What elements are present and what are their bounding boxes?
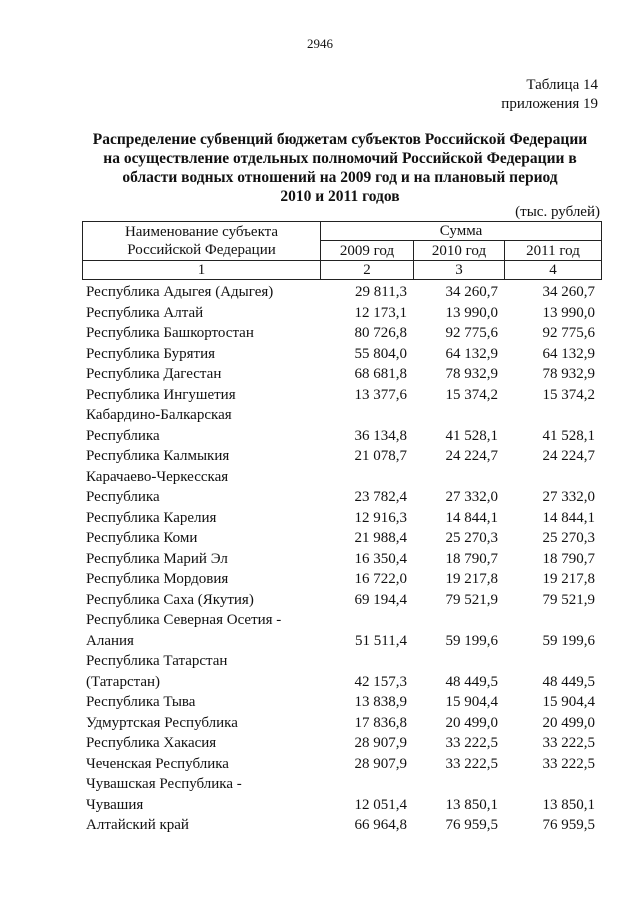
region-name-cell — [82, 651, 320, 692]
region-name: Карачаево-Черкесская — [86, 468, 229, 485]
region-name-cell — [82, 733, 320, 754]
region-name-continued: Республика — [86, 427, 160, 444]
table-row — [82, 528, 601, 549]
amount-2011: 14 844,1 — [542, 509, 595, 526]
table-row — [82, 692, 601, 713]
region-name: Республика Бурятия — [86, 345, 216, 362]
amount-2010: 59 199,6 — [445, 632, 498, 649]
amount-2010: 27 332,0 — [445, 489, 498, 505]
header-2010: 2010 год — [414, 241, 505, 261]
table-row — [82, 774, 601, 815]
region-name-continued: Алания — [86, 632, 134, 649]
amount-2009: 29 811,3 — [355, 284, 407, 300]
title-line: на осуществление отдельных полномочий Российской Федерации в — [103, 150, 577, 167]
amount-2010: 13 990,0 — [445, 304, 498, 321]
region-name-cell — [82, 385, 320, 406]
amount-2009: 51 511,4 — [355, 632, 407, 649]
region-name-cell — [82, 569, 320, 590]
amount-2010: 14 844,1 — [445, 509, 498, 526]
page-number: 2946 — [307, 36, 333, 51]
region-name: Республика Башкортостан — [86, 325, 254, 341]
region-name: Республика Северная Осетия - — [86, 612, 282, 628]
amount-2010: 33 222,5 — [445, 735, 498, 751]
amount-2009: 16 722,0 — [354, 571, 407, 587]
header-name-line: Российской Федерации — [127, 242, 276, 258]
amount-2010: 13 850,1 — [445, 796, 498, 813]
caption-appendix: приложения 19 — [501, 96, 598, 112]
amount-2011: 92 775,6 — [542, 325, 595, 341]
amount-2009: 55 804,0 — [354, 345, 407, 362]
region-name: Республика Хакасия — [86, 735, 217, 751]
amount-2011: 64 132,9 — [542, 345, 595, 362]
amount-2011: 13 990,0 — [542, 304, 595, 321]
table-row — [82, 610, 601, 651]
region-name-cell — [82, 528, 320, 549]
document-title — [60, 130, 620, 206]
region-name-cell — [82, 815, 320, 836]
amount-2010: 64 132,9 — [445, 345, 498, 362]
amount-2011: 41 528,1 — [542, 427, 595, 444]
region-name-cell — [82, 344, 320, 365]
caption-table-number: Таблица 14 — [526, 77, 598, 93]
table-caption — [501, 76, 598, 114]
region-name-cell — [82, 405, 320, 446]
amount-2009: 66 964,8 — [354, 817, 407, 833]
amount-2010: 19 217,8 — [445, 571, 498, 587]
amount-2009: 21 078,7 — [354, 448, 407, 464]
table-row — [82, 364, 601, 385]
amount-2009: 12 916,3 — [354, 509, 407, 526]
table-row — [82, 651, 601, 692]
amount-2009: 12 173,1 — [354, 304, 407, 321]
amount-2010: 76 959,5 — [445, 817, 498, 833]
amount-2010: 20 499,0 — [445, 714, 498, 731]
amount-2011: 18 790,7 — [542, 550, 595, 567]
units-note: (тыс. рублей) — [515, 204, 600, 220]
table-row — [82, 303, 601, 324]
amount-2010: 41 528,1 — [445, 427, 498, 444]
amount-2010: 24 224,7 — [445, 448, 498, 464]
region-name-cell — [82, 282, 320, 303]
region-name: Республика Алтай — [86, 304, 204, 321]
region-name-cell — [82, 590, 320, 611]
header-col-number: 1 — [83, 261, 321, 280]
header-sum: Сумма — [321, 222, 602, 241]
region-name-cell — [82, 446, 320, 467]
table-row — [82, 405, 601, 446]
amount-2011: 33 222,5 — [542, 735, 595, 751]
table-row — [82, 385, 601, 406]
amount-2010: 15 904,4 — [445, 694, 498, 710]
region-name-cell — [82, 774, 320, 815]
region-name-cell — [82, 549, 320, 570]
region-name: Республика Тыва — [86, 694, 196, 710]
header-col-number: 3 — [414, 261, 505, 280]
amount-2011: 79 521,9 — [542, 591, 595, 608]
region-name: Чеченская Республика — [86, 755, 229, 772]
region-name: Республика Коми — [86, 530, 198, 546]
table-row — [82, 569, 601, 590]
amount-2010: 25 270,3 — [445, 530, 498, 546]
table-row — [82, 446, 601, 467]
amount-2009: 28 907,9 — [354, 755, 407, 772]
amount-2011: 24 224,7 — [542, 448, 595, 464]
amount-2011: 78 932,9 — [542, 366, 595, 382]
region-name: Кабардино-Балкарская — [86, 407, 232, 423]
table-header — [82, 221, 602, 280]
amount-2011: 20 499,0 — [542, 714, 595, 731]
amount-2009: 36 134,8 — [354, 427, 407, 444]
amount-2009: 68 681,8 — [354, 366, 407, 382]
amount-2010: 33 222,5 — [445, 755, 498, 772]
region-name: Республика Дагестан — [86, 366, 222, 382]
amount-2009: 17 836,8 — [354, 714, 407, 731]
amount-2011: 27 332,0 — [542, 489, 595, 505]
amount-2011: 25 270,3 — [542, 530, 595, 546]
amount-2011: 19 217,8 — [542, 571, 595, 587]
amount-2009: 42 157,3 — [354, 673, 407, 690]
amount-2010: 48 449,5 — [445, 673, 498, 690]
region-name-cell — [82, 754, 320, 775]
region-name: Республика Калмыкия — [86, 448, 230, 464]
region-name-cell — [82, 467, 320, 508]
region-name: Республика Адыгея (Адыгея) — [86, 284, 274, 300]
amount-2010: 79 521,9 — [445, 591, 498, 608]
amount-2011: 34 260,7 — [542, 284, 595, 300]
header-2011: 2011 год — [505, 241, 602, 261]
amount-2009: 80 726,8 — [354, 325, 407, 341]
amount-2009: 16 350,4 — [354, 550, 407, 567]
amount-2010: 78 932,9 — [445, 366, 498, 382]
region-name-cell — [82, 692, 320, 713]
table-row — [82, 733, 601, 754]
amount-2011: 13 850,1 — [542, 796, 595, 813]
header-col-number: 2 — [321, 261, 414, 280]
table-row — [82, 713, 601, 734]
amount-2009: 12 051,4 — [354, 796, 407, 813]
amount-2010: 92 775,6 — [445, 325, 498, 341]
region-name: Республика Мордовия — [86, 571, 229, 587]
table-row — [82, 549, 601, 570]
table-row — [82, 508, 601, 529]
amount-2009: 21 988,4 — [354, 530, 407, 546]
table-row — [82, 815, 601, 836]
amount-2010: 18 790,7 — [445, 550, 498, 567]
region-name: Республика Марий Эл — [86, 550, 228, 567]
region-name: Республика Карелия — [86, 509, 217, 526]
amount-2010: 15 374,2 — [445, 386, 498, 403]
region-name: Алтайский край — [86, 817, 189, 833]
region-name: Удмуртская Республика — [86, 714, 238, 731]
amount-2009: 23 782,4 — [354, 489, 407, 505]
region-name-cell — [82, 610, 320, 651]
amount-2011: 15 904,4 — [542, 694, 595, 710]
table-row — [82, 754, 601, 775]
amount-2011: 48 449,5 — [542, 673, 595, 690]
amount-2009: 13 377,6 — [354, 386, 407, 403]
title-line: Распределение субвенций бюджетам субъектов Российской Федерации — [92, 131, 588, 148]
header-name-cell — [83, 222, 321, 261]
table-row — [82, 282, 601, 303]
amount-2009: 13 838,9 — [354, 694, 407, 710]
table-row — [82, 467, 601, 508]
header-2009: 2009 год — [321, 241, 414, 261]
data-table — [82, 282, 601, 836]
region-name-continued: Чувашия — [86, 796, 144, 813]
amount-2009: 69 194,4 — [354, 591, 407, 608]
region-name-continued: (Татарстан) — [86, 673, 161, 690]
amount-2011: 33 222,5 — [542, 755, 595, 772]
region-name-cell — [82, 508, 320, 529]
title-line: области водных отношений на 2009 год и на плановый период — [122, 169, 558, 186]
region-name: Республика Татарстан — [86, 653, 228, 669]
amount-2011: 76 959,5 — [542, 817, 595, 833]
table-row — [82, 344, 601, 365]
region-name: Республика Ингушетия — [86, 386, 236, 403]
table-row — [82, 323, 601, 344]
amount-2011: 59 199,6 — [542, 632, 595, 649]
amount-2009: 28 907,9 — [354, 735, 407, 751]
title-line: 2010 и 2011 годов — [280, 188, 400, 205]
region-name-cell — [82, 323, 320, 344]
table-row — [82, 590, 601, 611]
region-name-continued: Республика — [86, 489, 160, 505]
region-name: Республика Саха (Якутия) — [86, 591, 254, 608]
header-col-number: 4 — [505, 261, 602, 280]
region-name-cell — [82, 364, 320, 385]
region-name: Чувашская Республика - — [86, 776, 242, 792]
header-name-line: Наименование субъекта — [124, 224, 279, 240]
region-name-cell — [82, 713, 320, 734]
amount-2011: 15 374,2 — [542, 386, 595, 403]
amount-2010: 34 260,7 — [445, 284, 498, 300]
region-name-cell — [82, 303, 320, 324]
